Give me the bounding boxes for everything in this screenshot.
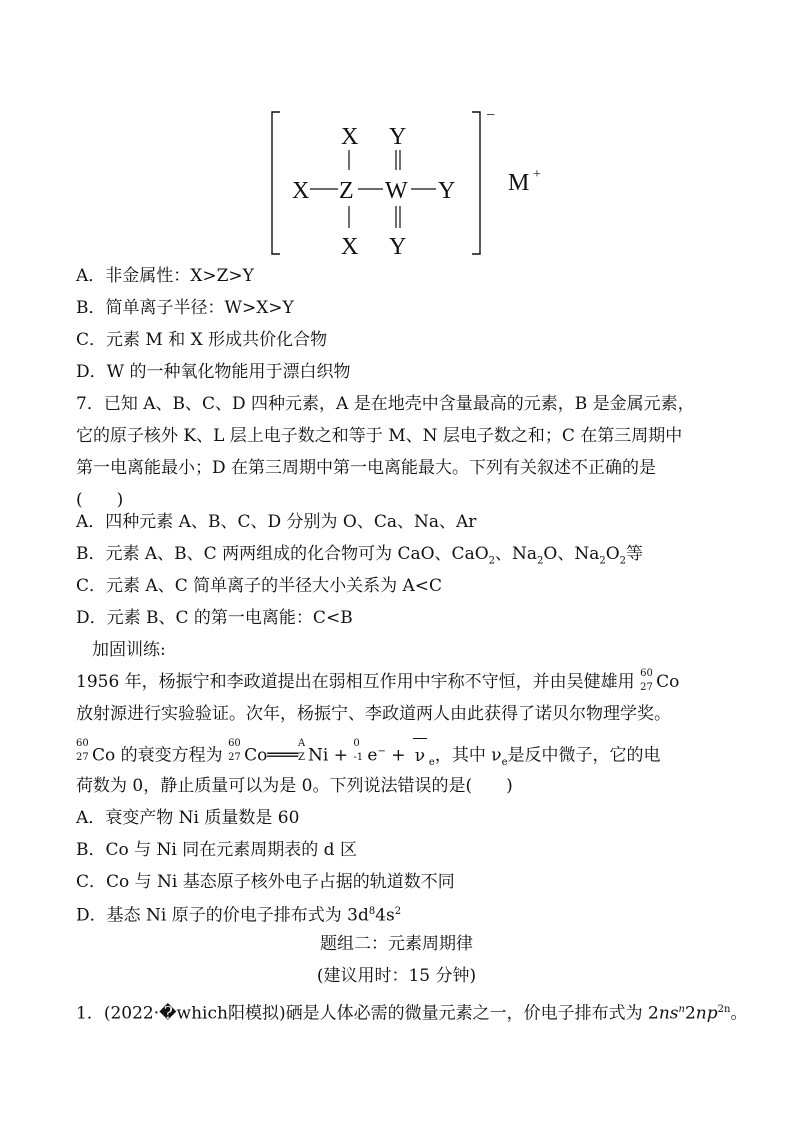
q7-stem-2: 它的原子核外 K、L 层上电子数之和等于 M、N 层电子数之和；C 在第三周期中	[76, 426, 683, 446]
q7-option-a: A．四种元素 A、B、C、D 分别为 O、Ca、Na、Ar	[76, 512, 477, 532]
q6-option-a: A．非金属性：X>Z>Y	[76, 266, 254, 286]
counter-charge: +	[533, 167, 541, 182]
decay-equation: 60 27 Co 的衰变方程为 60 27 Co═══ A Z Ni + 0 -1 e− + ν $_e$，其中 $\nu_e$是反中微子，它的电	[76, 738, 661, 769]
q6-option-c: C．元素 M 和 X 形成共价化合物	[76, 330, 328, 350]
co-nuclide: 60 27	[640, 668, 653, 693]
left-bracket	[272, 112, 280, 254]
q6-option-d: D．W 的一种氧化物能用于漂白织物	[76, 362, 351, 382]
q7-option-c: C．元素 A、C 简单离子的半径大小关系为 A<C	[76, 576, 443, 596]
atom-bottom-y: Y	[389, 234, 407, 260]
atom-right-y: Y	[438, 178, 456, 204]
bracket-charge: −	[486, 107, 496, 124]
reinforce-heading: 加固训练:	[92, 640, 166, 660]
q6-option-b: B．简单离子半径：W>X>Y	[76, 298, 294, 318]
q7-paren: ( )	[76, 490, 124, 510]
atom-bottom-x: X	[341, 234, 359, 260]
atom-w: W	[385, 178, 408, 204]
q7-option-b: B．元素 A、B、C 两两组成的化合物可为 CaO、CaO$_2$、$Na_2O$、$Na_2O_2$等	[76, 544, 644, 567]
counter-ion: M	[508, 170, 530, 196]
structure-svg	[268, 106, 578, 261]
atom-z: Z	[339, 178, 354, 204]
antineutrino-symbol: ν	[411, 744, 429, 768]
atom-left-x: X	[292, 178, 310, 204]
q7-stem-3: 第一电离能最小；D 在第三周期中第一电离能最大。下列有关叙述不正确的是	[76, 458, 657, 478]
right-bracket	[472, 112, 480, 254]
group2-subtitle: (建议用时：15 分钟)	[316, 966, 477, 986]
reinforce-paragraph-4: 荷数为 0，静止质量可以为是 0。下列说法错误的是( )	[76, 776, 513, 796]
reinforce-option-b: B．Co 与 Ni 同在元素周期表的 d 区	[76, 840, 357, 860]
group2-title: 题组二：元素周期律	[320, 934, 473, 954]
q1-stem: 1．(2022·�which阳模拟)硒是人体必需的微量元素之一，价电子排布式为 $2ns^n2np^{2n}$。	[76, 1003, 748, 1024]
structure-diagram	[268, 106, 578, 261]
reinforce-paragraph-2: 放射源进行实验验证。次年，杨振宁、李政道两人由此获得了诺贝尔物理学奖。	[76, 704, 671, 724]
q7-stem-1: 7．已知 A、B、C、D 四种元素，A 是在地壳中含量最高的元素，B 是金属元素，	[76, 394, 695, 414]
atom-top-x: X	[341, 124, 359, 150]
reinforce-paragraph-1: 1956 年，杨振宁和李政道提出在弱相互作用中宇称不守恒，并由吴健雄用 60 27 Co	[76, 668, 680, 693]
reinforce-option-a: A．衰变产物 Ni 质量数是 60	[76, 808, 300, 828]
atom-top-y: Y	[389, 124, 407, 150]
q7-option-d: D．元素 B、C 的第一电离能：C<B	[76, 608, 353, 628]
reinforce-option-c: C．Co 与 Ni 基态原子核外电子占据的轨道数不同	[76, 872, 455, 892]
reinforce-option-d: D．基态 Ni 原子的价电子排布式为 $3d^84s^2$	[76, 905, 402, 926]
